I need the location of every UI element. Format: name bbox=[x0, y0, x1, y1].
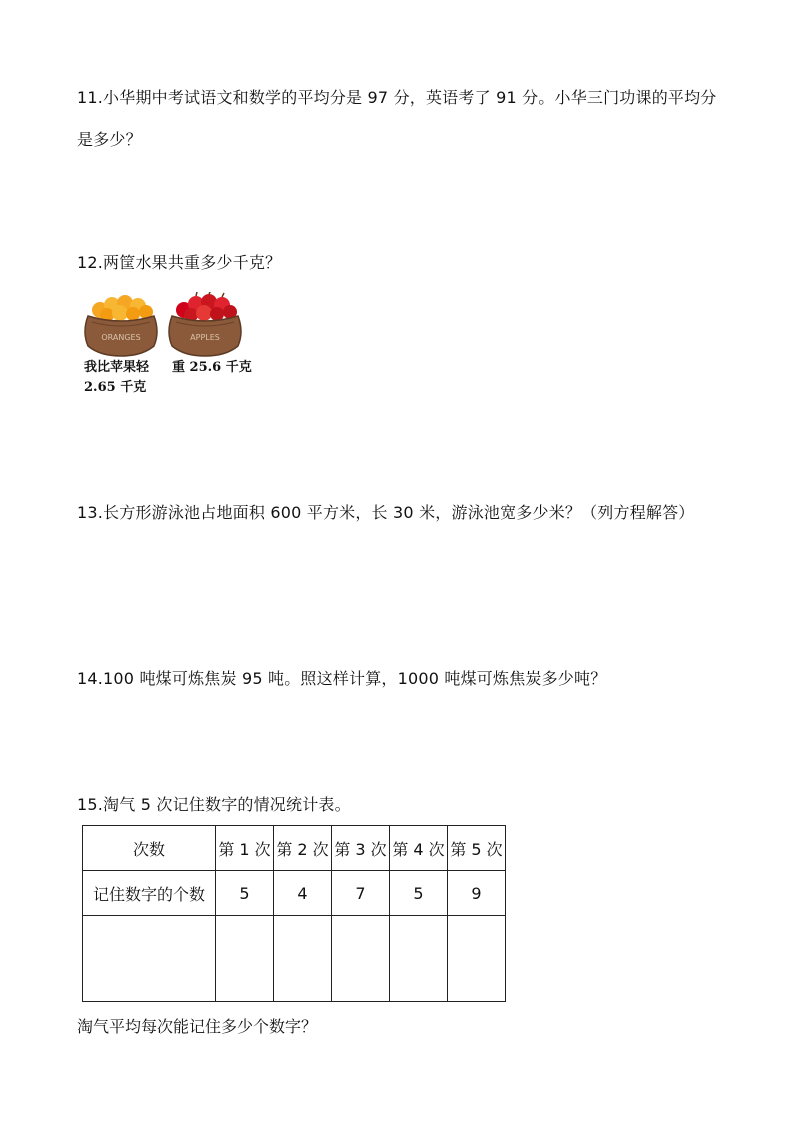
table-empty-row bbox=[83, 916, 506, 1002]
table-header-cell: 第 4 次 bbox=[390, 826, 448, 871]
memory-stats-table bbox=[82, 825, 506, 1002]
question-12: 12.两筐水果共重多少千克？ bbox=[77, 253, 282, 272]
table-empty-cell bbox=[83, 916, 216, 1002]
table-empty-cell bbox=[332, 916, 390, 1002]
table-header-cell: 第 3 次 bbox=[332, 826, 390, 871]
table-row-label: 记住数字的个数 bbox=[83, 871, 216, 916]
question-15-followup: 淘气平均每次能记住多少个数字？ bbox=[77, 1017, 318, 1036]
table-header-cell: 次数 bbox=[83, 826, 216, 871]
table-empty-cell bbox=[216, 916, 274, 1002]
question-15: 15.淘气 5 次记住数字的情况统计表。 bbox=[77, 795, 351, 814]
table-cell: 5 bbox=[216, 871, 274, 916]
apple-bag-text: APPLES bbox=[190, 333, 220, 342]
table-cell: 7 bbox=[332, 871, 390, 916]
table-cell: 9 bbox=[448, 871, 506, 916]
question-11: 11.小华期中考试语文和数学的平均分是 97 分，英语考了 91 分。小华三门功课的平均分是多少？ bbox=[77, 88, 717, 149]
apple-bag-icon bbox=[166, 292, 244, 358]
orange-bag-caption: 我比苹果轻 2.65 千克 bbox=[84, 360, 150, 395]
question-13: 13.长方形游泳池占地面积 600 平方米，长 30 米，游泳池宽多少米？（列方程解答） bbox=[77, 503, 695, 522]
table-empty-cell bbox=[448, 916, 506, 1002]
table-empty-cell bbox=[274, 916, 332, 1002]
table-row bbox=[83, 871, 506, 916]
question-14: 14.100 吨煤可炼焦炭 95 吨。照这样计算，1000 吨煤可炼焦炭多少吨？ bbox=[77, 669, 607, 688]
orange-bag-text: ORANGES bbox=[101, 333, 141, 342]
apple-bag-caption: 重 25.6 千克 bbox=[172, 360, 252, 375]
table-cell: 4 bbox=[274, 871, 332, 916]
table-header-row bbox=[83, 826, 506, 871]
table-empty-cell bbox=[390, 916, 448, 1002]
table-header-cell: 第 1 次 bbox=[216, 826, 274, 871]
table-cell: 5 bbox=[390, 871, 448, 916]
table-header-cell: 第 5 次 bbox=[448, 826, 506, 871]
orange-bag-icon bbox=[82, 292, 160, 358]
fruit-bags-illustration bbox=[82, 292, 262, 402]
table-header-cell: 第 2 次 bbox=[274, 826, 332, 871]
